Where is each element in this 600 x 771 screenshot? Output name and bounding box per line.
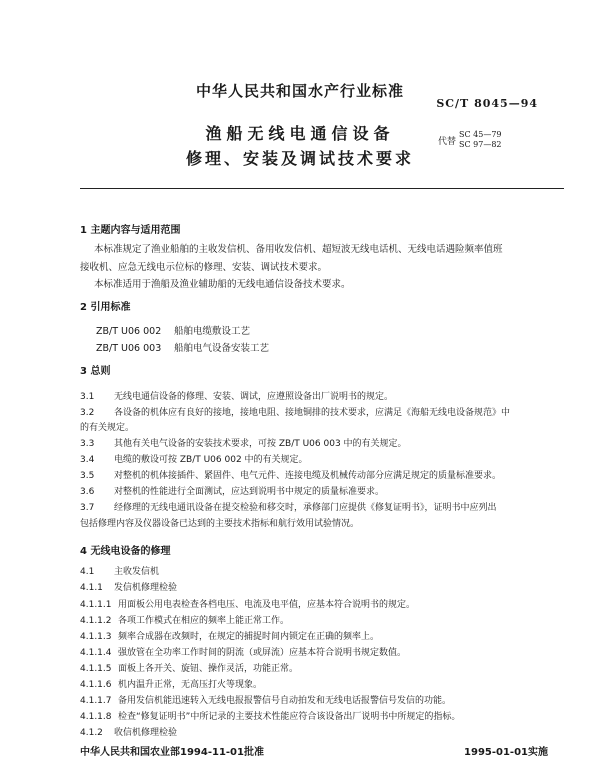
clause: 4.1.1.4 强放管在全功率工作时间的阴流（或屏流）应基本符合说明书规定数值。: [80, 648, 407, 658]
reference-title: 船舶电缆敷设工艺: [174, 326, 251, 337]
reference-standard: [96, 340, 269, 354]
clause: 3.2 各设备的机体应有良好的接地，接地电阻、接地铜排的技术要求，应满足《海船无线电设备规范》中: [80, 408, 511, 418]
section-1-paragraph: 本标准适用于渔船及渔业辅助船的无线电通信设备技术要求。: [94, 279, 351, 290]
replaces-label: 代替: [438, 136, 457, 147]
section-3-heading: 3 总则: [80, 366, 111, 377]
approval-line: 中华人民共和国农业部1994-11-01批准: [80, 747, 264, 758]
document-title-line1: 渔船无线电通信设备: [205, 124, 395, 143]
clause: 3.1 无线电通信设备的修理、安装、调试，应遵照设备出厂说明书的规定。: [80, 392, 394, 402]
replaced-standard: SC 45—79: [459, 130, 502, 139]
clause: 3.4 电缆的敷设可按 ZB/T U06 002 中的有关规定。: [80, 455, 308, 465]
clause: 3.7 经修理的无线电通讯设备在提交检验和移交时，承修部门应提供《修复证明书》，证明书中应列出: [80, 503, 497, 513]
sub-clause: 4.1.2 收信机修理检验: [80, 728, 178, 738]
sub-clause: 4.1.1 发信机修理检验: [80, 583, 178, 593]
section-1-paragraph: 接收机、应急无线电示位标的修理、安装、调试技术要求。: [80, 262, 328, 273]
header-divider: [80, 188, 564, 189]
standard-number: SC/T 8045—94: [436, 97, 538, 110]
reference-code: ZB/T U06 003: [96, 343, 162, 354]
clause: 4.1.1.7 备用发信机能迅速转入无线电报报警信号自动拍发和无线电话报警信号发信的功能。: [80, 696, 452, 706]
sub-clause: 4.1 主收发信机: [80, 567, 160, 577]
clause: 4.1.1.8 检查“修复证明书”中所记录的主要技术性能应符合该设备出厂说明书中所规定的指标。: [80, 712, 461, 722]
replaced-standard: SC 97—82: [459, 140, 502, 149]
reference-standard: [96, 323, 250, 337]
issuing-organization: 中华人民共和国水产行业标准: [195, 82, 404, 100]
clause: 4.1.1.5 面板上各开关、旋钮、操作灵活，功能正常。: [80, 664, 299, 674]
section-1-heading: 1 主题内容与适用范围: [80, 225, 181, 236]
clause-continuation: 包括修理内容及仪器设备已达到的主要技术指标和航行效用试验情况。: [80, 519, 360, 529]
clause: 4.1.1.1 用面板公用电表检查各档电压、电流及电平值，应基本符合说明书的规定。: [80, 600, 416, 610]
clause: 4.1.1.3 频率合成器在改频时，在规定的捕捉时间内锁定在正确的频率上。: [80, 632, 380, 642]
clause: 4.1.1.6 机内温升正常，无高压打火等现象。: [80, 680, 263, 690]
clause: 3.5 对整机的机体接插件、紧固件、电气元件、连接电缆及机械传动部分应满足规定的质量标准要求。: [80, 471, 502, 481]
reference-code: ZB/T U06 002: [96, 326, 162, 337]
clause: 3.3 其他有关电气设备的安装技术要求，可按 ZB/T U06 003 中的有关规定。: [80, 439, 407, 449]
replaces-block: [438, 130, 502, 150]
document-title-line2: 修理、安装及调试技术要求: [185, 149, 414, 168]
clause-continuation: 的有关规定。: [80, 423, 135, 433]
section-2-heading: 2 引用标准: [80, 302, 131, 313]
clause: 3.6 对整机的性能进行全面测试，应达到说明书中规定的质量标准要求。: [80, 487, 385, 497]
implementation-date: 1995-01-01实施: [464, 747, 548, 758]
clause: 4.1.1.2 各项工作模式在相应的频率上能正常工作。: [80, 616, 290, 626]
section-4-heading: 4 无线电设备的修理: [80, 546, 171, 557]
section-1-paragraph: 本标准规定了渔业船舶的主收发信机、备用收发信机、超短波无线电话机、无线电话遇险频率值班: [94, 244, 503, 255]
reference-title: 船舶电气设备安装工艺: [174, 343, 270, 354]
